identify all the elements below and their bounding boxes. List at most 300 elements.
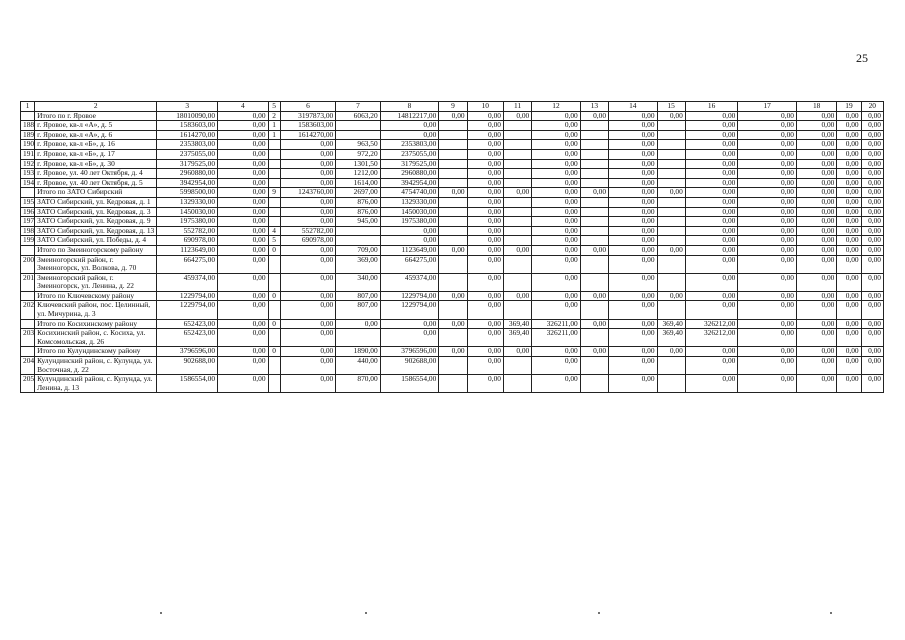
value-cell [503, 217, 531, 227]
value-cell: 0,00 [532, 197, 581, 207]
value-cell: 4 [268, 226, 280, 236]
value-cell: 0,00 [467, 140, 503, 150]
value-cell: 0,00 [439, 111, 467, 121]
row-number: 199 [21, 236, 35, 246]
value-cell: 0,00 [657, 347, 685, 357]
value-cell: 0,00 [532, 169, 581, 179]
value-cell: 0,00 [837, 319, 861, 329]
value-cell: 0,00 [580, 291, 608, 301]
value-cell [657, 357, 685, 375]
value-cell [580, 207, 608, 217]
value-cell [503, 236, 531, 246]
value-cell: 0,00 [280, 207, 336, 217]
value-cell: 0,00 [532, 347, 581, 357]
value-cell [657, 207, 685, 217]
value-cell: 0,00 [467, 169, 503, 179]
value-cell: 963,50 [336, 140, 380, 150]
value-cell: 2 [268, 111, 280, 121]
value-cell: 0,00 [280, 217, 336, 227]
address-cell: Итого по Косихинскому району [35, 319, 157, 329]
value-cell: 5998500,00 [157, 188, 218, 198]
value-cell: 2375055,00 [380, 149, 439, 159]
value-cell: 1123649,00 [380, 245, 439, 255]
value-cell [657, 121, 685, 131]
value-cell: 2353803,00 [380, 140, 439, 150]
address-cell: ЗАТО Сибирский, ул. Победы, д. 4 [35, 236, 157, 246]
value-cell: 0,00 [796, 197, 836, 207]
value-cell: 0,00 [861, 159, 883, 169]
value-cell: 0,00 [796, 347, 836, 357]
value-cell: 0,00 [609, 245, 658, 255]
value-cell: 0,00 [532, 178, 581, 188]
value-cell: 0,00 [609, 329, 658, 347]
value-cell: 0,00 [796, 111, 836, 121]
value-cell [503, 159, 531, 169]
value-cell [439, 159, 467, 169]
address-cell: г. Яровое, ул. 40 лет Октября, д. 5 [35, 178, 157, 188]
value-cell: 18010090,00 [157, 111, 218, 121]
value-cell [439, 169, 467, 179]
value-cell: 0,00 [685, 130, 738, 140]
value-cell [268, 140, 280, 150]
value-cell [580, 375, 608, 393]
value-cell: 1243760,00 [280, 188, 336, 198]
table-row [21, 140, 884, 150]
value-cell: 0,00 [218, 217, 269, 227]
value-cell: 0,00 [218, 130, 269, 140]
value-cell: 0,00 [861, 255, 883, 273]
value-cell [580, 130, 608, 140]
value-cell: 0,00 [796, 207, 836, 217]
table-row [21, 329, 884, 347]
value-cell: 0,00 [218, 357, 269, 375]
value-cell: 690978,00 [157, 236, 218, 246]
value-cell: 1450030,00 [157, 207, 218, 217]
value-cell [503, 169, 531, 179]
value-cell: 0,00 [861, 226, 883, 236]
value-cell: 0,00 [532, 188, 581, 198]
value-cell: 0,00 [738, 329, 797, 347]
value-cell: 0,00 [861, 319, 883, 329]
value-cell: 0,00 [837, 121, 861, 131]
value-cell: 0,00 [218, 149, 269, 159]
value-cell [503, 226, 531, 236]
value-cell: 0,00 [218, 255, 269, 273]
value-cell [439, 149, 467, 159]
row-number: 196 [21, 207, 35, 217]
column-number: 12 [532, 102, 581, 112]
value-cell: 0,00 [837, 255, 861, 273]
value-cell: 0,00 [467, 121, 503, 131]
value-cell: 1614270,00 [280, 130, 336, 140]
address-cell: Итого по Ключевскому району [35, 291, 157, 301]
table-row [21, 169, 884, 179]
value-cell: 0,00 [685, 169, 738, 179]
value-cell: 552782,00 [280, 226, 336, 236]
value-cell: 6063,20 [336, 111, 380, 121]
value-cell: 0,00 [738, 111, 797, 121]
table-row [21, 375, 884, 393]
value-cell [439, 329, 467, 347]
value-cell: 0,00 [837, 159, 861, 169]
row-number: 195 [21, 197, 35, 207]
value-cell: 0,00 [280, 357, 336, 375]
value-cell: 0,00 [837, 149, 861, 159]
value-cell: 0,00 [467, 319, 503, 329]
table-row [21, 121, 884, 131]
address-cell: Косихинский район, с. Косиха, ул. Комсомольская, д. 26 [35, 329, 157, 347]
value-cell: 0,00 [685, 347, 738, 357]
value-cell: 0,00 [609, 188, 658, 198]
value-cell: 0,00 [861, 217, 883, 227]
value-cell: 0,00 [609, 273, 658, 291]
value-cell: 0,00 [609, 347, 658, 357]
value-cell: 0,00 [218, 375, 269, 393]
value-cell: 0,00 [861, 207, 883, 217]
value-cell: 0,00 [280, 347, 336, 357]
value-cell: 0,00 [861, 149, 883, 159]
value-cell: 664275,00 [380, 255, 439, 273]
value-cell: 0,00 [738, 197, 797, 207]
value-cell: 0,00 [609, 375, 658, 393]
value-cell [657, 178, 685, 188]
value-cell: 0,00 [439, 347, 467, 357]
table-row [21, 301, 884, 319]
column-number: 15 [657, 102, 685, 112]
column-number: 13 [580, 102, 608, 112]
value-cell: 0,00 [837, 236, 861, 246]
value-cell [657, 149, 685, 159]
value-cell: 2353803,00 [157, 140, 218, 150]
value-cell [657, 169, 685, 179]
table-row [21, 178, 884, 188]
column-number: 5 [268, 102, 280, 112]
value-cell: 0,00 [738, 357, 797, 375]
column-number: 10 [467, 102, 503, 112]
value-cell: 5 [268, 236, 280, 246]
value-cell: 0,00 [837, 207, 861, 217]
value-cell: 0,00 [467, 347, 503, 357]
value-cell: 0,00 [796, 301, 836, 319]
value-cell [503, 178, 531, 188]
row-number: 191 [21, 149, 35, 159]
value-cell: 0 [268, 245, 280, 255]
value-cell: 807,00 [336, 291, 380, 301]
value-cell: 0,00 [532, 121, 581, 131]
value-cell: 0,00 [837, 301, 861, 319]
value-cell: 902688,00 [157, 357, 218, 375]
value-cell [439, 357, 467, 375]
value-cell: 0,00 [837, 197, 861, 207]
value-cell: 1614270,00 [157, 130, 218, 140]
value-cell: 0,00 [861, 291, 883, 301]
row-number [21, 111, 35, 121]
value-cell: 1212,00 [336, 169, 380, 179]
value-cell: 369,40 [657, 329, 685, 347]
value-cell: 0,00 [218, 236, 269, 246]
value-cell: 0,00 [532, 236, 581, 246]
value-cell: 0,00 [738, 273, 797, 291]
value-cell [268, 301, 280, 319]
value-cell: 0,00 [218, 319, 269, 329]
address-cell: ЗАТО Сибирский, ул. Кедровая, д. 3 [35, 207, 157, 217]
value-cell: 0,00 [280, 159, 336, 169]
value-cell: 0,00 [796, 329, 836, 347]
value-cell [580, 159, 608, 169]
column-number: 14 [609, 102, 658, 112]
value-cell: 1329330,00 [157, 197, 218, 207]
value-cell: 0,00 [609, 236, 658, 246]
value-cell [439, 273, 467, 291]
value-cell: 0,00 [796, 217, 836, 227]
value-cell: 0,00 [532, 273, 581, 291]
value-cell [580, 226, 608, 236]
table-row [21, 149, 884, 159]
value-cell: 0,00 [280, 178, 336, 188]
column-number: 3 [157, 102, 218, 112]
value-cell: 0,00 [796, 140, 836, 150]
value-cell: 326212,00 [685, 329, 738, 347]
value-cell: 0,00 [837, 291, 861, 301]
value-cell: 0,00 [837, 140, 861, 150]
value-cell: 0,00 [685, 357, 738, 375]
value-cell: 0,00 [439, 188, 467, 198]
value-cell [657, 197, 685, 207]
value-cell: 0,00 [218, 140, 269, 150]
value-cell [657, 375, 685, 393]
address-cell: г. Яровое, ул. 40 лет Октября, д. 4 [35, 169, 157, 179]
value-cell: 0,00 [738, 255, 797, 273]
value-cell: 0,00 [861, 111, 883, 121]
column-number: 2 [35, 102, 157, 112]
total-row [21, 111, 884, 121]
value-cell: 0,00 [685, 291, 738, 301]
value-cell: 0,00 [439, 319, 467, 329]
value-cell: 0,00 [861, 169, 883, 179]
value-cell: 709,00 [336, 245, 380, 255]
value-cell: 0,00 [467, 149, 503, 159]
value-cell: 0,00 [532, 301, 581, 319]
row-number [21, 245, 35, 255]
column-number: 19 [837, 102, 861, 112]
value-cell: 1583603,00 [157, 121, 218, 131]
value-cell: 0,00 [280, 149, 336, 159]
column-number: 16 [685, 102, 738, 112]
value-cell: 0,00 [738, 347, 797, 357]
value-cell: 0,00 [218, 273, 269, 291]
value-cell: 0,00 [280, 301, 336, 319]
value-cell: 876,00 [336, 207, 380, 217]
value-cell: 0,00 [685, 301, 738, 319]
value-cell: 3942954,00 [157, 178, 218, 188]
value-cell [503, 255, 531, 273]
value-cell: 1229794,00 [380, 301, 439, 319]
value-cell: 0,00 [738, 130, 797, 140]
value-cell: 0,00 [861, 375, 883, 393]
value-cell: 0,00 [685, 273, 738, 291]
value-cell: 369,40 [657, 319, 685, 329]
value-cell: 0,00 [796, 375, 836, 393]
row-number: 203 [21, 329, 35, 347]
value-cell: 0,00 [609, 140, 658, 150]
value-cell: 0,00 [439, 245, 467, 255]
value-cell [439, 226, 467, 236]
value-cell: 0,00 [218, 169, 269, 179]
value-cell [439, 255, 467, 273]
value-cell: 0,00 [218, 207, 269, 217]
value-cell: 0 [268, 291, 280, 301]
value-cell: 0,00 [861, 130, 883, 140]
table-row [21, 130, 884, 140]
value-cell: 0,00 [685, 159, 738, 169]
value-cell [268, 329, 280, 347]
value-cell: 1229794,00 [157, 301, 218, 319]
value-cell [580, 121, 608, 131]
value-cell: 0,00 [280, 245, 336, 255]
row-number: 194 [21, 178, 35, 188]
value-cell: 0,00 [467, 197, 503, 207]
value-cell: 0,00 [685, 375, 738, 393]
value-cell: 0,00 [796, 319, 836, 329]
value-cell: 0,00 [738, 217, 797, 227]
value-cell [439, 236, 467, 246]
value-cell: 0,00 [218, 188, 269, 198]
value-cell [580, 357, 608, 375]
value-cell: 0,00 [861, 301, 883, 319]
total-row [21, 245, 884, 255]
value-cell [580, 169, 608, 179]
value-cell: 0,00 [657, 188, 685, 198]
column-number: 1 [21, 102, 35, 112]
value-cell: 0,00 [837, 347, 861, 357]
value-cell [503, 130, 531, 140]
value-cell: 0,00 [503, 291, 531, 301]
value-cell [336, 121, 380, 131]
value-cell: 369,00 [336, 255, 380, 273]
value-cell: 0,00 [738, 169, 797, 179]
address-cell: Итого по г. Яровое [35, 111, 157, 121]
value-cell: 3197873,00 [280, 111, 336, 121]
column-number: 7 [336, 102, 380, 112]
value-cell: 0,00 [861, 273, 883, 291]
value-cell [439, 301, 467, 319]
value-cell: 459374,00 [157, 273, 218, 291]
value-cell: 0,00 [837, 188, 861, 198]
value-cell: 0,00 [580, 245, 608, 255]
row-number: 204 [21, 357, 35, 375]
value-cell: 0,00 [532, 159, 581, 169]
value-cell [439, 178, 467, 188]
value-cell: 0,00 [218, 245, 269, 255]
value-cell: 0,00 [861, 236, 883, 246]
value-cell: 0,00 [738, 207, 797, 217]
value-cell [657, 159, 685, 169]
value-cell: 0,00 [685, 178, 738, 188]
value-cell: 0,00 [218, 178, 269, 188]
value-cell [268, 217, 280, 227]
table-row [21, 273, 884, 291]
address-cell: Змеиногорский район, г. Змеиногорск, ул. Волкова, д. 70 [35, 255, 157, 273]
address-cell: Кулундинский район, с. Кулунда, ул. Ленина, д. 13 [35, 375, 157, 393]
value-cell [439, 217, 467, 227]
value-cell: 0,00 [467, 226, 503, 236]
value-cell: 1586554,00 [380, 375, 439, 393]
value-cell: 0,00 [796, 291, 836, 301]
value-cell: 0,00 [738, 319, 797, 329]
value-cell [503, 207, 531, 217]
table-row [21, 217, 884, 227]
column-number: 6 [280, 102, 336, 112]
value-cell: 0,00 [609, 301, 658, 319]
value-cell: 1975380,00 [380, 217, 439, 227]
value-cell: 0,00 [861, 140, 883, 150]
value-cell [503, 357, 531, 375]
value-cell: 0,00 [837, 178, 861, 188]
value-cell: 0,00 [837, 245, 861, 255]
value-cell: 0,00 [467, 236, 503, 246]
value-cell: 0,00 [467, 178, 503, 188]
value-cell: 0,00 [861, 329, 883, 347]
value-cell: 0,00 [837, 329, 861, 347]
column-number: 8 [380, 102, 439, 112]
value-cell: 0,00 [609, 121, 658, 131]
value-cell: 0,00 [218, 291, 269, 301]
table-row [21, 197, 884, 207]
value-cell [580, 236, 608, 246]
value-cell: 1229794,00 [380, 291, 439, 301]
value-cell: 1 [268, 121, 280, 131]
value-cell: 0,00 [218, 226, 269, 236]
value-cell: 0,00 [685, 111, 738, 121]
value-cell: 326212,00 [685, 319, 738, 329]
value-cell [503, 301, 531, 319]
value-cell: 0,00 [657, 291, 685, 301]
value-cell: 0,00 [685, 197, 738, 207]
housing-registry-table [20, 101, 884, 393]
value-cell: 3796596,00 [157, 347, 218, 357]
value-cell: 369,40 [503, 319, 531, 329]
value-cell [657, 236, 685, 246]
value-cell: 0,00 [738, 159, 797, 169]
value-cell [580, 140, 608, 150]
value-cell: 0,00 [532, 245, 581, 255]
value-cell: 1329330,00 [380, 197, 439, 207]
value-cell: 1890,00 [336, 347, 380, 357]
value-cell: 14812217,00 [380, 111, 439, 121]
value-cell: 0,00 [796, 273, 836, 291]
value-cell: 0,00 [609, 197, 658, 207]
value-cell [336, 236, 380, 246]
value-cell [439, 375, 467, 393]
value-cell: 0,00 [657, 245, 685, 255]
value-cell [580, 197, 608, 207]
value-cell: 0,00 [796, 357, 836, 375]
row-number [21, 319, 35, 329]
value-cell: 4754740,00 [380, 188, 439, 198]
value-cell [439, 130, 467, 140]
value-cell: 0,00 [796, 130, 836, 140]
total-row [21, 347, 884, 357]
value-cell: 0,00 [738, 140, 797, 150]
value-cell: 0,00 [218, 301, 269, 319]
column-number: 9 [439, 102, 467, 112]
address-cell: Змеиногорский район, г. Змеиногорск, ул. Ленина, д. 22 [35, 273, 157, 291]
value-cell: 0,00 [685, 255, 738, 273]
column-number: 18 [796, 102, 836, 112]
column-number: 11 [503, 102, 531, 112]
value-cell: 1614,00 [336, 178, 380, 188]
value-cell: 0,00 [685, 149, 738, 159]
